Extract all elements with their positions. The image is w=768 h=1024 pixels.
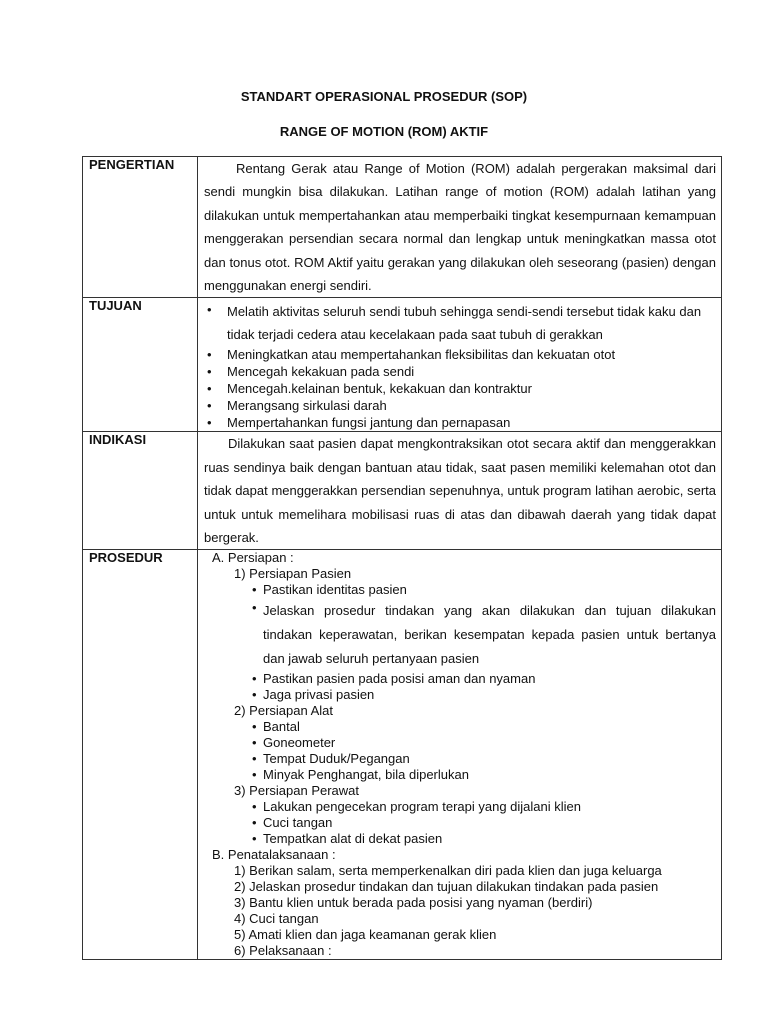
row-indikasi: [83, 432, 722, 550]
list-item: • Tempat Duduk/Pegangan: [252, 751, 410, 767]
step-item: 3) Bantu klien untuk berada pada posisi yang nyaman (berdiri): [234, 895, 593, 911]
list-item: • Jelaskan prosedur tindakan yang akan dilakukan dan tujuan dilakukan tindakan keperawatan, berikan kesempatan kepada pasien untuk bertanya dan jawab seluruh pertanyaan pasien: [252, 600, 716, 667]
list-item: • Merangsang sirkulasi darah: [204, 397, 716, 414]
list-item: • Mempertahankan fungsi jantung dan pernapasan: [204, 414, 716, 431]
list-item: • Melatih aktivitas seluruh sendi tubuh sehingga sendi-sendi tersebut tidak kaku dan tidak terjadi cedera atau kecelakaan pada saat tubuh di gerakkan: [204, 298, 716, 346]
content-tujuan: [198, 298, 722, 432]
step-item: 4) Cuci tangan: [234, 911, 319, 927]
step-item: 2) Jelaskan prosedur tindakan dan tujuan dilakukan tindakan pada pasien: [234, 879, 659, 895]
label-prosedur: PROSEDUR: [83, 550, 198, 960]
row-prosedur: [83, 550, 722, 960]
row-tujuan: [83, 298, 722, 432]
group-title: 1) Persiapan Pasien: [234, 566, 352, 582]
list-item: • Meningkatkan atau mempertahankan fleksibilitas dan kekuatan otot: [204, 346, 716, 363]
content-pengertian: [198, 157, 722, 298]
document-title: STANDART OPERASIONAL PROSEDUR (SOP): [240, 89, 528, 104]
tujuan-list: [204, 298, 716, 431]
group-title: 2) Persiapan Alat: [234, 703, 334, 719]
list-item: • Tempatkan alat di dekat pasien: [252, 831, 443, 847]
list-item: • Mencegah.kelainan bentuk, kekakuan dan kontraktur: [204, 380, 716, 397]
group-title: 3) Persiapan Perawat: [234, 783, 360, 799]
pengertian-text: Rentang Gerak atau Range of Motion (ROM) adalah pergerakan maksimal dari sendi mungkin bisa dilakukan. Latihan range of motion (ROM) adalah latihan yang dilakukan untuk mempertahankan atau memperbaiki tingkat kesempurnaan kemampuan menggerakan persendian secara normal dan lengkap untuk meningkatkan massa otot dan tonus otot. ROM Aktif yaitu gerakan yang dilakukan oleh seseorang (pasien) dengan menggunakan energi sendiri.: [204, 161, 716, 294]
list-item: • Mencegah kekakuan pada sendi: [204, 363, 716, 380]
label-indikasi: INDIKASI: [83, 432, 198, 550]
step-item: 1) Berikan salam, serta memperkenalkan diri pada klien dan juga keluarga: [234, 863, 662, 879]
content-prosedur: [198, 550, 722, 960]
list-item: • Minyak Penghangat, bila diperlukan: [252, 767, 469, 783]
list-item: • Goneometer: [252, 735, 336, 751]
list-item: • Pastikan identitas pasien: [252, 582, 407, 598]
row-pengertian: [83, 157, 722, 298]
document-subtitle: RANGE OF MOTION (ROM) AKTIF: [279, 124, 489, 139]
indikasi-text: Dilakukan saat pasien dapat mengkontraksikan otot secara aktif dan menggerakkan ruas sendinya baik dengan bantuan atau tidak, saat pasen memiliki kelemahan otot dan tidak dapat menggerakkan persendian sepenuhnya, untuk program latihan aerobic, serta untuk untuk memelihara mobilisasi ruas di atas dan dibawah daerah yang tidak dapat bergerak.: [204, 436, 716, 546]
sop-table: [82, 156, 722, 960]
list-item: • Lakukan pengecekan program terapi yang dijalani klien: [252, 799, 581, 815]
list-item: • Cuci tangan: [252, 815, 333, 831]
step-item: 6) Pelaksanaan :: [234, 943, 332, 959]
section-a-title: A. Persiapan :: [212, 550, 294, 566]
label-pengertian: PENGERTIAN: [83, 157, 198, 298]
list-item: • Jaga privasi pasien: [252, 687, 375, 703]
content-indikasi: [198, 432, 722, 550]
section-b-title: B. Penatalaksanaan :: [212, 847, 336, 863]
list-item: • Bantal: [252, 719, 300, 735]
list-item: • Pastikan pasien pada posisi aman dan nyaman: [252, 671, 536, 687]
label-tujuan: TUJUAN: [83, 298, 198, 432]
step-item: 5) Amati klien dan jaga keamanan gerak klien: [234, 927, 497, 943]
